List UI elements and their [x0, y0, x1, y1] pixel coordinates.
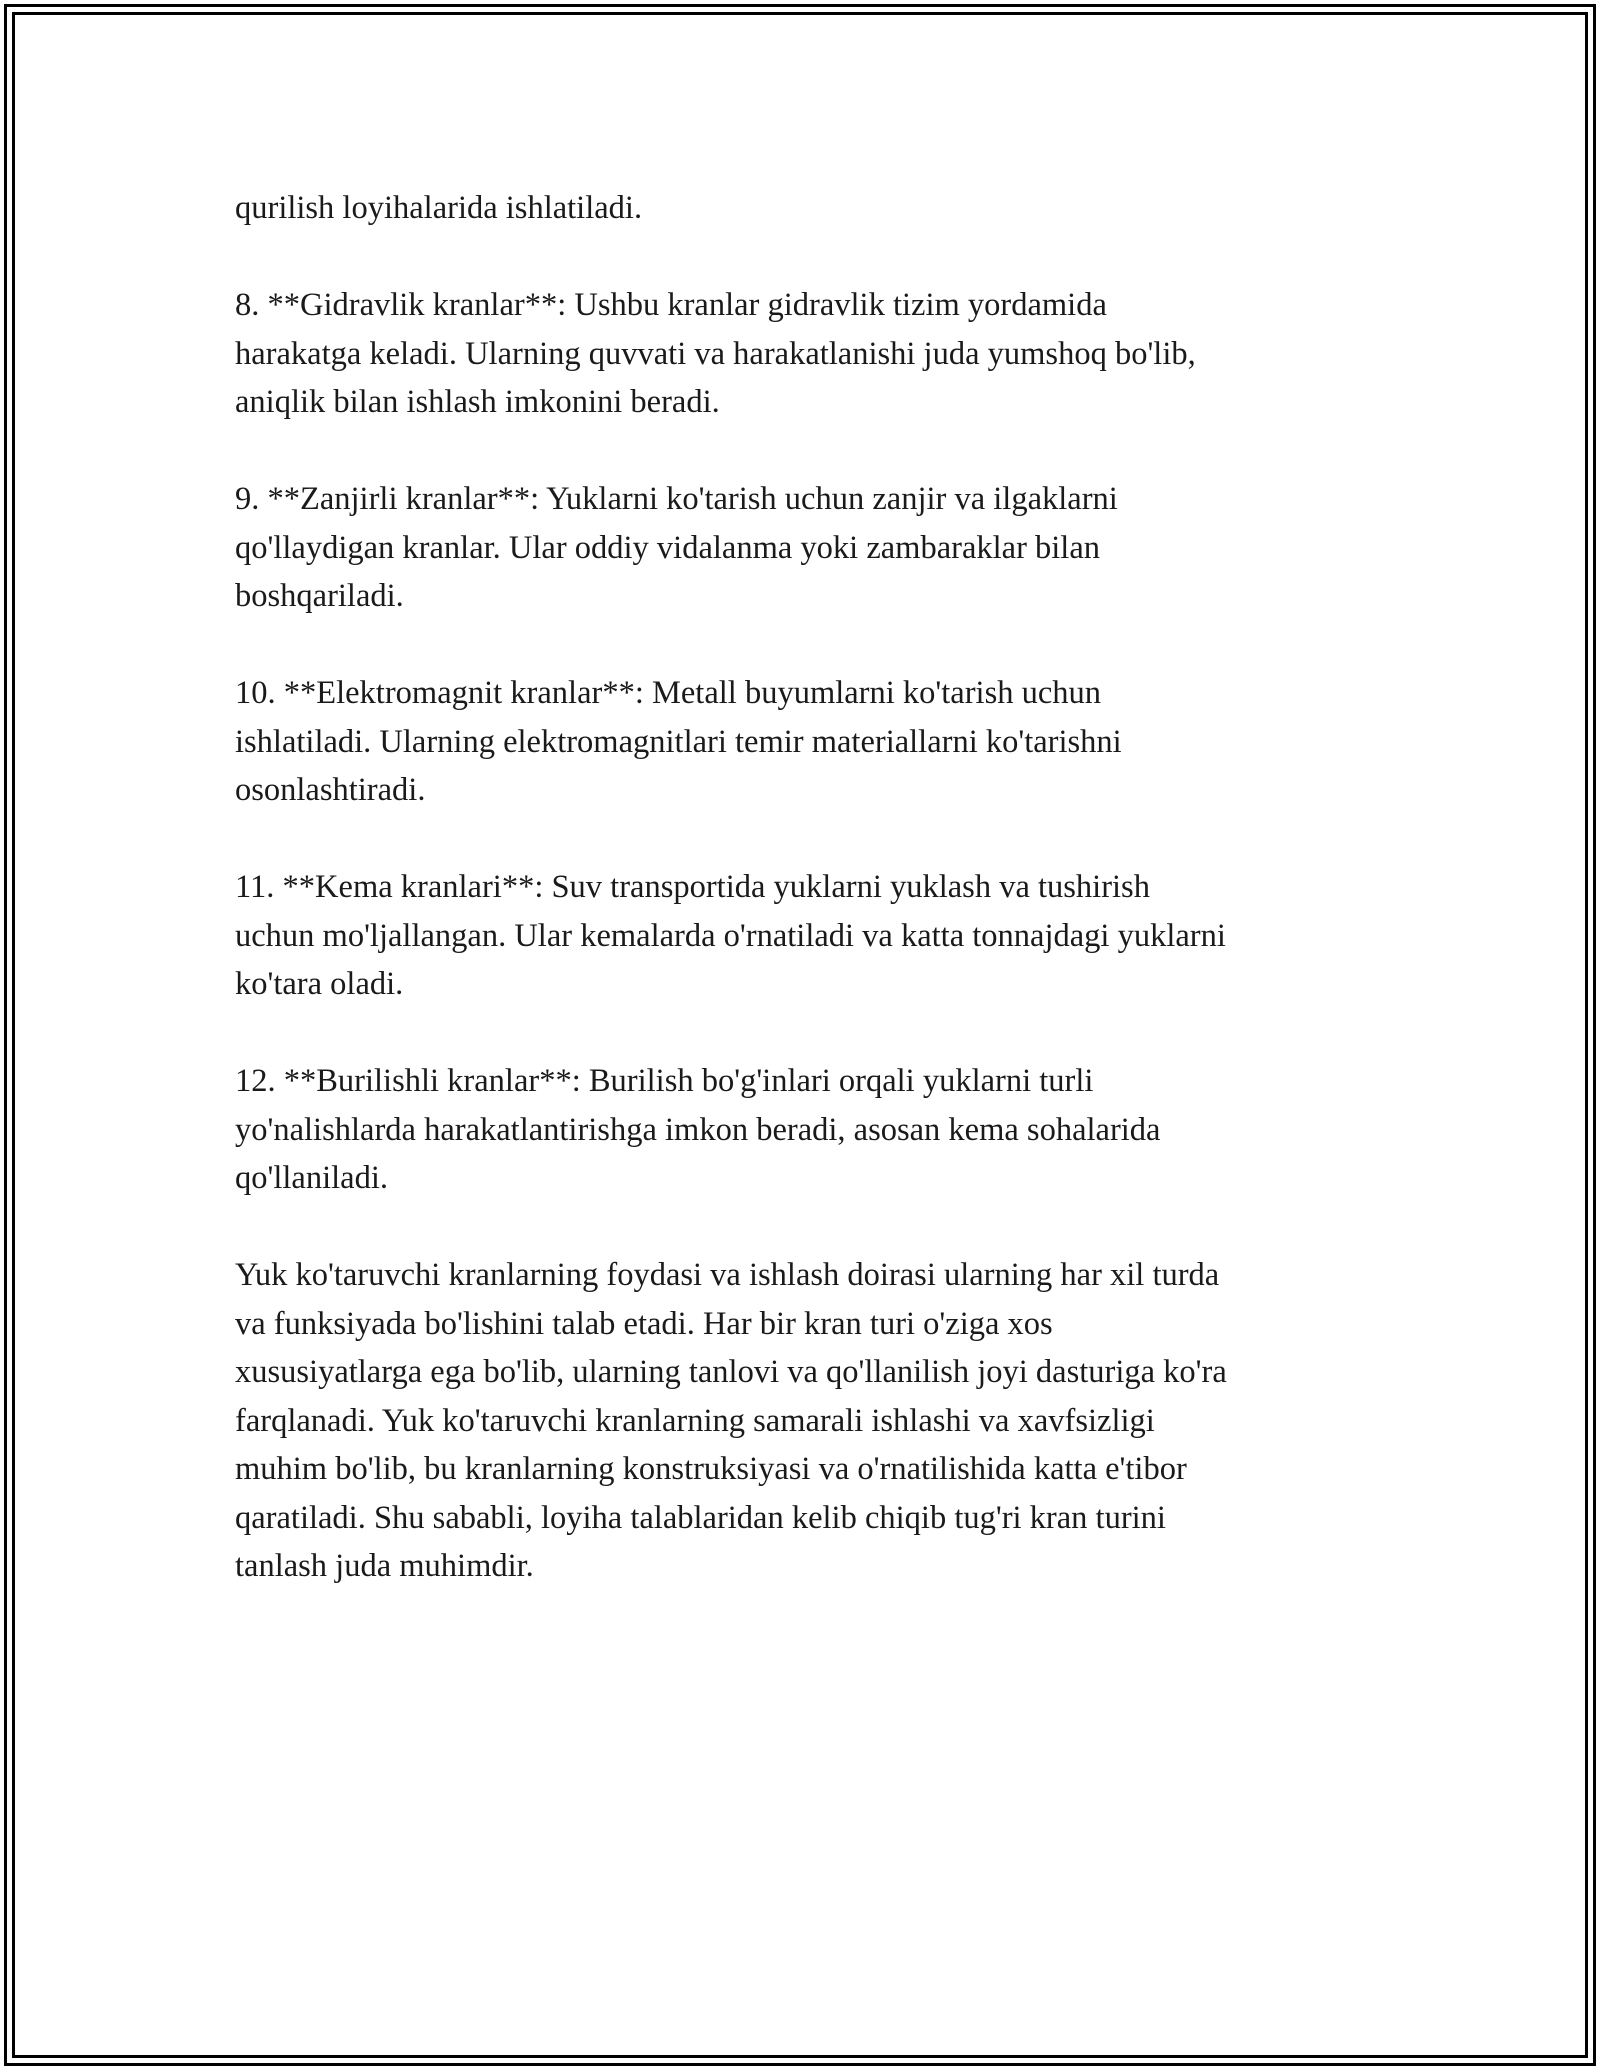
paragraph-item-12 [235, 1057, 1375, 1203]
text-line: qurilish loyihalarida ishlatiladi. [235, 190, 643, 226]
text-line: muhim bo'lib, bu kranlarning konstruksiyasi va o'rnatilishida katta e'tibor [235, 1451, 1187, 1487]
paragraph-item-11 [235, 863, 1375, 1009]
text-line: 8. **Gidravlik kranlar**: Ushbu kranlar gidravlik tizim yordamida [235, 287, 1107, 323]
text-line: va funksiyada bo'lishini talab etadi. Har bir kran turi o'ziga xos [235, 1305, 1053, 1342]
text-line: tanlash juda muhimdir. [235, 1548, 534, 1584]
text-line: xususiyatlarga ega bo'lib, ularning tanlovi va qo'llanilish joyi dasturiga ko'ra [235, 1354, 1227, 1390]
text-line: qo'llaniladi. [235, 1160, 388, 1196]
text-line: Yuk ko'taruvchi kranlarning foydasi va ishlash doirasi ularning har xil turda [235, 1257, 1220, 1293]
text-line: farqlanadi. Yuk ko'taruvchi kranlarning samarali ishlashi va xavfsizligi [235, 1402, 1155, 1439]
paragraph-item-10 [235, 669, 1375, 815]
paragraph-conclusion [235, 1251, 1375, 1591]
paragraph-item-9 [235, 475, 1375, 621]
text-line: ko'tara oladi. [235, 966, 404, 1002]
paragraph-item-8 [235, 281, 1375, 427]
text-line: 10. **Elektromagnit kranlar**: Metall buyumlarni ko'tarish uchun [235, 675, 1102, 711]
text-line: yo'nalishlarda harakatlantirishga imkon beradi, asosan kema sohalarida [235, 1111, 1161, 1148]
paragraph-continuation [235, 184, 1375, 233]
text-line: ishlatiladi. Ularning elektromagnitlari temir materiallarni ko'tarishni [235, 723, 1122, 760]
text-line: 9. **Zanjirli kranlar**: Yuklarni ko'tarish uchun zanjir va ilgaklarni [235, 481, 1118, 517]
text-line: 12. **Burilishli kranlar**: Burilish bo'g'inlari orqali yuklarni turli [235, 1063, 1094, 1099]
document-body [235, 184, 1375, 1639]
text-line: qo'llaydigan kranlar. Ular oddiy vidalanma yoki zambaraklar bilan [235, 529, 1101, 566]
text-line: aniqlik bilan ishlash imkonini beradi. [235, 384, 720, 420]
text-line: 11. **Kema kranlari**: Suv transportida yuklarni yuklash va tushirish [235, 869, 1150, 905]
text-line: harakatga keladi. Ularning quvvati va harakatlanishi juda yumshoq bo'lib, [235, 335, 1196, 372]
text-line: uchun mo'ljallangan. Ular kemalarda o'rnatiladi va katta tonnajdagi yuklarni [235, 917, 1226, 954]
text-line: qaratiladi. Shu sababli, loyiha talablaridan kelib chiqib tug'ri kran turini [235, 1499, 1166, 1536]
text-line: osonlashtiradi. [235, 772, 426, 808]
text-line: boshqariladi. [235, 578, 404, 614]
